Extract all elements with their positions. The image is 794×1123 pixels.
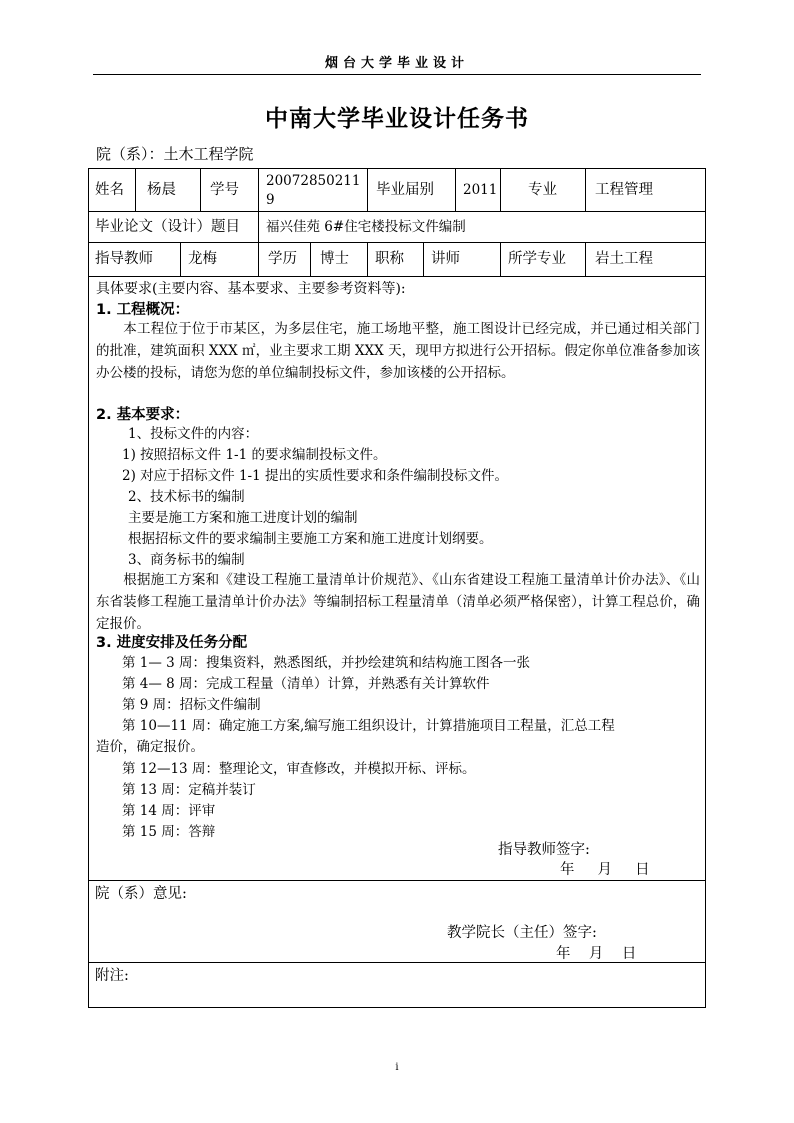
section-2-line: 2) 对应于招标文件 1-1 提出的实质性要求和条件编制投标文件。 — [122, 468, 508, 484]
col-divider — [455, 168, 456, 211]
section-3-title: 3. 进度安排及任务分配 — [96, 635, 248, 651]
section-1-text — [96, 318, 700, 384]
running-header: 烟台大学毕业设计 — [324, 56, 469, 71]
row-divider — [88, 880, 706, 881]
name-value: 杨晨 — [147, 182, 176, 198]
school-line: 院（系）：土木工程学院 — [96, 145, 254, 163]
field-label: 所学专业 — [508, 251, 566, 267]
grad-year-value: 2011 — [463, 182, 498, 198]
schedule-line: 第 14 周：评审 — [122, 803, 216, 819]
schedule-line: 第 10—11 周：确定施工方案,编写施工组织设计，计算措施项目工程量，汇总工程 — [122, 718, 615, 734]
field-value: 岩土工程 — [595, 251, 653, 267]
schedule-line: 第 13 周：定稿并装订 — [122, 782, 256, 798]
grad-year-label: 毕业届别 — [376, 182, 434, 198]
student-id-label: 学号 — [210, 182, 239, 198]
schedule-line: 第 15 周：答辩 — [122, 824, 216, 840]
major-value: 工程管理 — [595, 182, 653, 198]
row-divider — [88, 211, 706, 212]
title-value: 讲师 — [431, 251, 460, 267]
header-rule — [93, 74, 701, 75]
schedule-line: 第 12—13 周：整理论文，审查修改，并模拟开标、评标。 — [122, 761, 476, 777]
topic-label: 毕业论文（设计）题目 — [95, 219, 240, 235]
section-1-text-body: 本工程位于位于市某区，为多层住宅，施工场地平整，施工图设计已经完成，并已通过相关部门的批准，建筑面积 XXX ㎡，业主要求工期 XXX 天，现甲方拟进行公开招标。假定你单位准备参加该办公楼的投标，请您为您的单位编制投标文件，参加该楼的公开招标。 — [96, 321, 700, 381]
dean-signature-date: 年 月 日 — [556, 946, 637, 962]
degree-value: 博士 — [320, 251, 349, 267]
major-label: 专业 — [528, 182, 557, 198]
dept-opinion-label: 院（系）意见: — [95, 886, 187, 902]
name-label: 姓名 — [95, 182, 124, 198]
section-2-line: 3、商务标书的编制 — [128, 552, 245, 568]
page-number: i — [395, 1062, 399, 1073]
section-2-paragraph — [96, 569, 700, 635]
advisor-signature-label: 指导教师签字: — [498, 842, 590, 858]
schedule-line: 造价，确定报价。 — [96, 739, 204, 755]
col-divider — [500, 168, 501, 211]
title-label: 职称 — [375, 251, 404, 267]
section-2-title: 2. 基本要求： — [96, 407, 190, 423]
col-divider — [585, 242, 586, 276]
col-divider — [585, 168, 586, 211]
col-divider — [500, 242, 501, 276]
schedule-line: 第 1— 3 周：搜集资料，熟悉图纸，并抄绘建筑和结构施工图各一张 — [122, 655, 531, 671]
section-2-line: 2、技术标书的编制 — [128, 489, 245, 505]
col-divider — [200, 168, 201, 211]
col-divider — [367, 242, 368, 276]
section-2-paragraph-body: 根据施工方案和《建设工程施工量清单计价规范》、《山东省建设工程施工量清单计价办法》、《山东省装修工程施工量清单计价办法》等编制招标工程量清单（清单必须严格保密），计算工程总价，确定报价。 — [96, 572, 700, 632]
section-2-line: 主要是施工方案和施工进度计划的编制 — [128, 510, 358, 526]
advisor-signature-date: 年 月 日 — [560, 862, 650, 878]
col-divider — [258, 242, 259, 276]
col-divider — [258, 168, 259, 211]
advisor-value: 龙梅 — [188, 251, 217, 267]
section-2-line: 1、投标文件的内容： — [128, 426, 259, 442]
notes-label: 附注: — [95, 968, 129, 984]
section-1-title: 1. 工程概况： — [96, 302, 190, 318]
col-divider — [423, 242, 424, 276]
col-divider — [367, 168, 368, 211]
dean-signature-label: 教学院长（主任）签字: — [447, 925, 597, 941]
col-divider — [180, 242, 181, 276]
topic-value: 福兴佳苑 6#住宅楼投标文件编制 — [266, 219, 466, 235]
col-divider — [135, 168, 136, 211]
col-divider — [310, 242, 311, 276]
col-divider — [258, 211, 259, 242]
advisor-label: 指导教师 — [95, 251, 153, 267]
requirements-heading: 具体要求(主要内容、基本要求、主要参考资料等): — [96, 281, 406, 297]
row-divider — [88, 276, 706, 277]
section-2-line: 1) 按照招标文件 1-1 的要求编制投标文件。 — [122, 447, 387, 463]
section-2-line: 根据招标文件的要求编制主要施工方案和施工进度计划纲要。 — [128, 531, 493, 547]
document-title: 中南大学毕业设计任务书 — [265, 106, 529, 132]
student-id-value-line2: 9 — [266, 192, 275, 208]
schedule-line: 第 9 周：招标文件编制 — [122, 697, 261, 713]
student-id-value-line1: 20072850211 — [266, 173, 361, 189]
degree-label: 学历 — [268, 251, 297, 267]
schedule-line: 第 4— 8 周：完成工程量（清单）计算，并熟悉有关计算软件 — [122, 676, 490, 692]
